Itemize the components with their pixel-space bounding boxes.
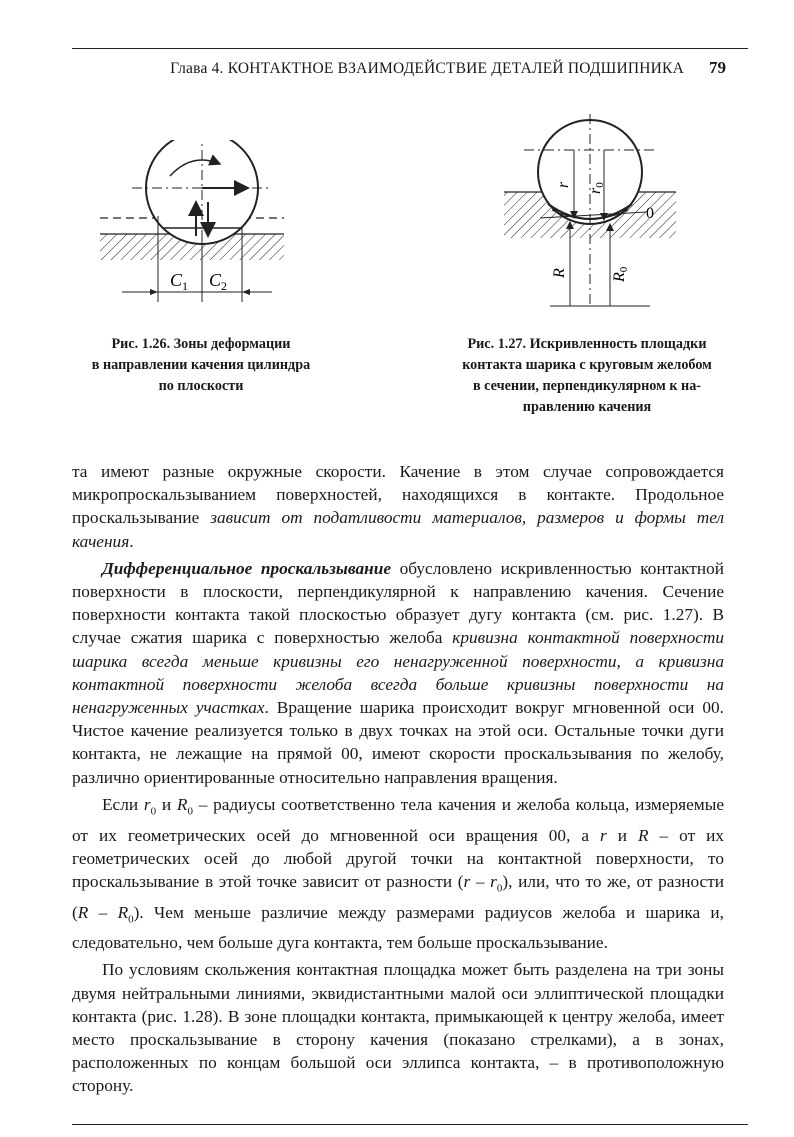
text-run: и xyxy=(606,825,638,845)
running-header xyxy=(72,48,748,82)
text-run: R xyxy=(176,794,188,814)
dim-arrow-left xyxy=(150,289,158,295)
label-R: R xyxy=(551,268,568,278)
text-run: 0 xyxy=(496,882,503,895)
text-run: 0 xyxy=(150,805,157,818)
figure-1-27 xyxy=(500,110,700,320)
label-r: r xyxy=(555,181,572,188)
figure-1-26-drawing xyxy=(92,140,292,320)
text-run: r xyxy=(600,825,607,845)
text-run: – xyxy=(470,871,491,891)
text-run: R xyxy=(117,902,129,922)
label-zero: 0 xyxy=(646,205,654,222)
text-run: ), или, что то же, от разности ( xyxy=(72,871,724,922)
paragraph-1 xyxy=(72,460,724,553)
header-rule xyxy=(72,48,748,49)
text-run: кривизна контактной поверхности шарика всегда меньше кривизны его ненагруженной поверхности, а кривизна контактной поверхности желоба всегда больше кривизны поверхности на ненагруженных участках xyxy=(72,628,725,718)
body-text xyxy=(72,460,724,1098)
text-run: 0 xyxy=(187,805,193,818)
text-run: – радиусы соответственно тела качения и желоба кольца, измеряемые от их геометрических осей до мгновенной оси вращения 00, а xyxy=(72,794,725,845)
text-run: r xyxy=(490,871,497,891)
text-run: ). Чем меньше различие между размерами радиусов желоба и шарика и, следовательно, чем больше дуга контакта, тем больше проскальзывание. xyxy=(72,902,725,953)
label-c2: $C_2$ xyxy=(209,270,228,293)
text-run: – от их геометрических осей до любой другой точки на контактной поверхности, то проскальзывание в этой точке зависит от разности ( xyxy=(72,825,724,891)
figure-1-27-caption xyxy=(442,334,732,418)
text-run: R xyxy=(77,902,89,922)
label-R0: R0 xyxy=(611,266,630,282)
label-c1: $C_1$ xyxy=(170,270,189,293)
text-run: 0 xyxy=(128,913,134,926)
text-run: r xyxy=(143,794,151,814)
text-run: Если xyxy=(102,794,144,814)
text-run: Дифференциальное проскальзывание xyxy=(102,558,392,578)
paragraph-4 xyxy=(72,958,724,1097)
text-run: та имеют разные окружные скорости. Качение в этом случае сопровождается микропроскальзыванием поверхностей, находящихся в контакте. Продольное проскальзывание xyxy=(72,462,724,528)
paragraph-2 xyxy=(72,557,724,789)
text-run: По условиям скольжения контактная площадка может быть разделена на три зоны двумя нейтральными линиями, эквидистантными малой оси эллиптической площадки контакта (рис. 1.28). В зоне площадки контакта, примыкающей к центру желоба, имеет место проскальзывание в сторону качения (показано стрелками), а в зонах, расположенных по концам большой оси эллипса контакта, – в противоположную сторону. xyxy=(72,960,724,1096)
text-run: зависит от податливости материалов, размеров и формы тел качения xyxy=(72,508,724,551)
caption-line: в сечении, перпендикулярном к на- xyxy=(472,378,702,394)
figure-1-26-caption xyxy=(70,334,332,397)
text-run: . xyxy=(129,531,134,551)
text-run: R xyxy=(637,825,649,845)
text-run: – xyxy=(88,902,118,922)
dim-arrow-right xyxy=(242,289,250,295)
caption-line: Рис. 1.27. Искривленность площадки xyxy=(467,336,707,352)
caption-line: правлению качения xyxy=(522,399,652,415)
caption-line: по плоскости xyxy=(158,378,244,394)
figure-1-27-drawing xyxy=(500,110,700,320)
footer-rule xyxy=(72,1124,748,1125)
text-run: обусловлено искривленностью контактной поверхности в плоскости, перпендикулярной к направлению качения. Сечение поверхности контакта такой плоскостью образует дугу контакта (см. рис. 1.27). В случае сжатия шарика с поверхностью желоба xyxy=(72,558,724,648)
chapter-title: Глава 4. КОНТАКТНОЕ ВЗАИМОДЕЙСТВИЕ ДЕТАЛЕЙ ПОДШИПНИКА xyxy=(170,60,684,77)
paragraph-3 xyxy=(72,793,724,955)
label-r0: r0 xyxy=(587,182,606,194)
page-number: 79 xyxy=(709,58,726,77)
caption-line: в направлении качения цилиндра xyxy=(91,357,311,373)
figure-1-26 xyxy=(92,140,292,320)
text-run: и xyxy=(156,794,177,814)
caption-line: Рис. 1.26. Зоны деформации xyxy=(111,336,291,352)
text-run: r xyxy=(463,871,471,891)
text-run: . Вращение шарика происходит вокруг мгновенной оси 00. Чистое качение реализуется только в двух точках на этой оси. Остальные точки дуги контакта, не лежащие на прямой 00, имеют скорости проскальзывания по желобу, различно ориентированные относительно направления вращения. xyxy=(72,698,724,787)
caption-line: контакта шарика с круговым желобом xyxy=(462,357,712,373)
